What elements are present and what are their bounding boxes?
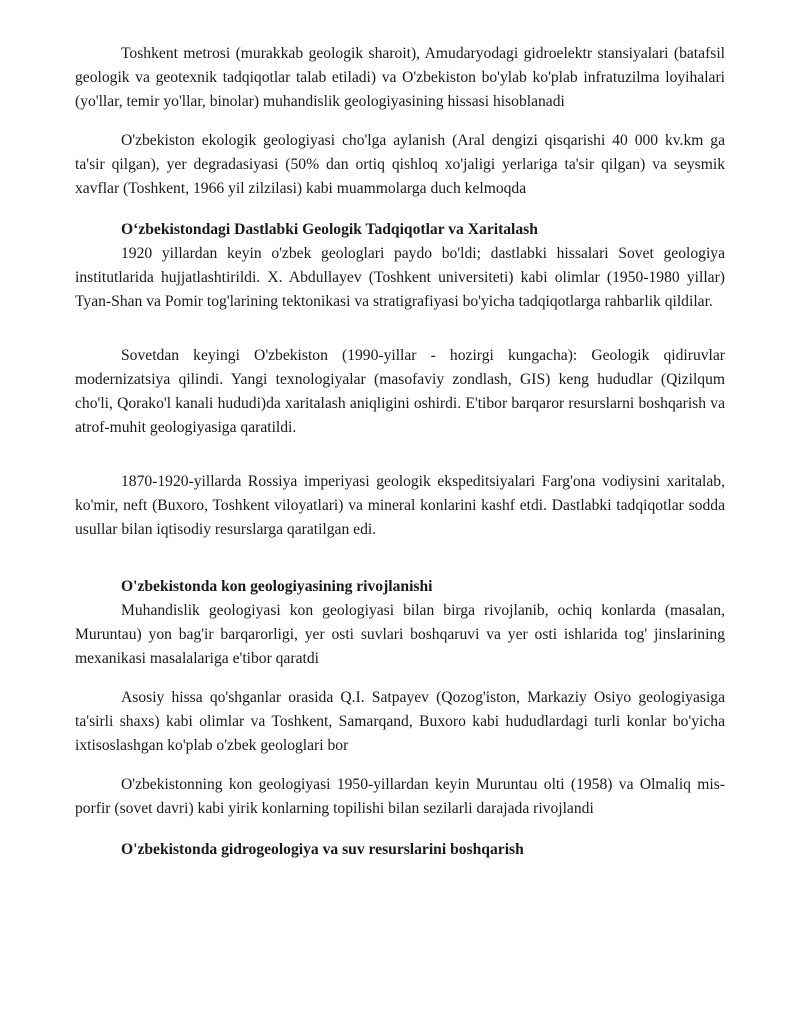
paragraph-main-contributors: Asosiy hissa qo'shganlar orasida Q.I. Satpayev (Qozog'iston, Markaziy Osiyo geologiyasiga ta'sirli shaxs) kabi olimlar va Toshkent, Samarqand, Buxoro kabi hududlardagi turli konlar bo'yicha ixtisoslashgan ko'plab o'zbek geologlari bor [75,689,725,754]
document-page [75,42,725,862]
heading-mining-geology-development: O'zbekistonda kon geologiyasining rivojlanishi [121,578,433,595]
paragraph-post-soviet-exploration: Sovetdan keyingi O'zbekiston (1990-yillar - hozirgi kungacha): Geologik qidiruvlar modernizatsiya qilindi. Yangi texnologiyalar (masofaviy zondlash, GIS) keng hududlar (Qizilqum cho'li, Qorako'l kanali hududi)da xaritalash aniqligini oshirdi. E'tibor barqaror resurslarni boshqarish va atrof-muhit geologiyasiga qaratildi. [75,347,725,436]
paragraph-ecological-geology: O'zbekiston ekologik geologiyasi cho'lga aylanish (Aral dengizi qisqarishi 40 000 kv.km ga ta'sir qilgan), yer degradasiyasi (50% dan ortiq qishloq xo'jaligi yerlariga ta'sir qilgan) va seysmik xavflar (Toshkent, 1966 yil zilzilasi) kabi muammolarga duch kelmoqda [75,132,725,197]
paragraph-uzbek-geologists-1920s: 1920 yillardan keyin o'zbek geologlari paydo bo'ldi; dastlabki hissalari Sovet geologiya institutlarida hujjatlashtirildi. X. Abdullayev (Toshkent universiteti) kabi olimlar (1950-1980 yillar) Tyan-Shan va Pomir tog'larining tektonikasi va stratigrafiyasi bo'yicha tadqiqotlarga rahbarlik qildilar. [75,245,725,310]
paragraph-mining-after-1950s: O'zbekistonning kon geologiyasi 1950-yillardan keyin Muruntau olti (1958) va Olmaliq mis-porfir (sovet davri) kabi yirik konlarning topilishi bilan sezilarli darajada rivojlandi [75,776,725,817]
paragraph-engineering-with-mining: Muhandislik geologiyasi kon geologiyasi bilan birga rivojlanib, ochiq konlarda (masalan, Muruntau) yon bag'ir barqarorligi, yer osti suvlari boshqaruvi va yer osti ishlarida tog' jinslarining mexanikasi masalalariga e'tibor qaratdi [75,602,725,667]
heading-early-geological-research: O‘zbekistondagi Dastlabki Geologik Tadqiqotlar va Xaritalash [121,221,538,238]
paragraph-russian-expeditions: 1870-1920-yillarda Rossiya imperiyasi geologik ekspeditsiyalari Farg'ona vodiysini xaritalab, ko'mir, neft (Buxoro, Toshkent viloyatlari) va mineral konlarini kashf etdi. Dastlabki tadqiqotlar sodda usullar bilan iqtisodiy resurslarga qaratilgan edi. [75,473,725,538]
heading-hydrogeology-water-resources: O'zbekistonda gidrogeologiya va suv resurslarini boshqarish [121,841,524,858]
paragraph-engineering-geology-contributions: Toshkent metrosi (murakkab geologik sharoit), Amudaryodagi gidroelektr stansiyalari (batafsil geologik va geotexnik tadqiqotlar talab etiladi) va O'zbekiston bo'ylab ko'plab infratuzilma loyihalari (yo'llar, temir yo'llar, binolar) muhandislik geologiyasining hissasi hisoblanadi [75,45,725,110]
